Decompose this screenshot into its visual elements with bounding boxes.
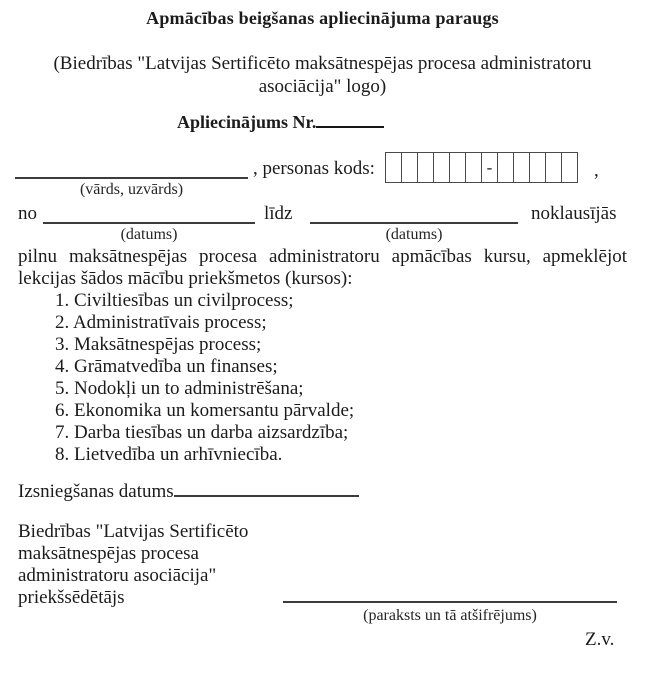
- course-item: 8. Lietvedība un arhīvniecība.: [55, 444, 283, 465]
- course-item: 7. Darba tiesības un darba aizsardzība;: [55, 422, 349, 443]
- personas-kods-separator-cell: -: [481, 152, 498, 183]
- personas-kods-cell: [465, 152, 482, 183]
- org-line: maksātnespējas procesa: [18, 543, 199, 564]
- date-caption: (datums): [385, 226, 443, 243]
- course-item: 1. Civiltiesības un civilprocess;: [55, 290, 294, 311]
- certificate-number-label: Apliecinājums Nr.: [177, 112, 317, 132]
- personas-kods-cell: [513, 152, 530, 183]
- personas-kods-cell: [385, 152, 402, 183]
- certificate-number-heading: [177, 111, 384, 133]
- personas-kods-boxes: [385, 152, 578, 183]
- org-line: administratoru asociācija": [18, 565, 217, 586]
- issue-date-blank: [174, 479, 359, 497]
- logo-placeholder-note: (Biedrības "Latvijas Sertificēto maksātnespējas procesa administratoru asociācija" logo): [53, 53, 592, 97]
- organization-signature-block: [18, 521, 248, 609]
- course-item: 4. Grāmatvedība un finanses;: [55, 356, 278, 377]
- personas-kods-cell: [417, 152, 434, 183]
- course-item: 5. Nodokļi un to administrēšana;: [55, 378, 304, 399]
- to-label: līdz: [264, 203, 293, 224]
- course-list: [55, 290, 615, 466]
- after-kods-comma: ,: [594, 160, 599, 181]
- personas-kods-label: , personas kods:: [253, 158, 375, 179]
- org-line: priekšsēdētājs: [18, 587, 125, 608]
- course-item: 3. Maksātnespējas process;: [55, 334, 262, 355]
- issue-date-label: Izsniegšanas datums: [18, 481, 174, 502]
- course-item: 6. Ekonomika un komersantu pārvalde;: [55, 400, 355, 421]
- certificate-number-blank: [316, 111, 384, 128]
- date-caption: (datums): [120, 226, 178, 243]
- course-item: 2. Administratīvais process;: [55, 312, 267, 333]
- issue-date-row: [18, 479, 359, 503]
- from-label: no: [18, 203, 37, 224]
- personas-kods-cell: [401, 152, 418, 183]
- personas-kods-cell: [561, 152, 578, 183]
- seal-label: Z.v.: [585, 629, 615, 650]
- attended-label: noklausījās: [531, 203, 617, 224]
- intro-paragraph: pilnu maksātnespējas procesa administratoru apmācības kursu, apmeklējot lekcijas šādos mācību priekšmetos (kursos):: [18, 246, 627, 289]
- from-date-blank: [43, 203, 255, 224]
- personas-kods-cell: [433, 152, 450, 183]
- personas-kods-cell: [449, 152, 466, 183]
- signature-line: [283, 601, 617, 603]
- personas-kods-cell: [545, 152, 562, 183]
- signature-caption: (paraksts un tā atšifrējums): [363, 607, 537, 624]
- personas-kods-cell: [497, 152, 514, 183]
- to-date-blank: [310, 203, 518, 224]
- org-line: Biedrības "Latvijas Sertificēto: [18, 521, 249, 542]
- doc-title: Apmācības beigšanas apliecinājuma paraugs: [146, 8, 499, 28]
- name-caption: (vārds, uzvārds): [79, 181, 184, 198]
- name-blank: [15, 157, 248, 179]
- personas-kods-cell: [529, 152, 546, 183]
